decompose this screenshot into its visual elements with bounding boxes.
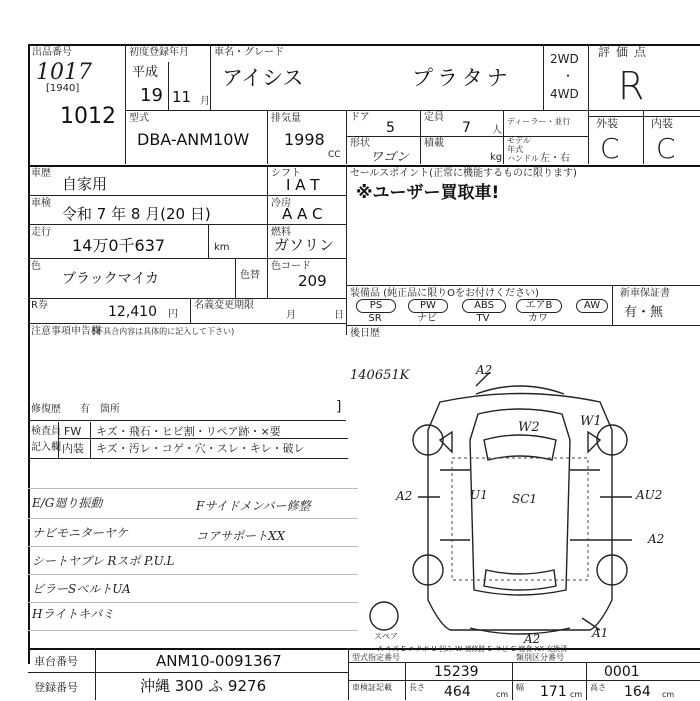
option-airbag: エアB bbox=[516, 299, 562, 313]
door-value: 5 bbox=[386, 120, 395, 136]
repair-suffix: 箇所 bbox=[100, 404, 120, 415]
car-name: アイシス bbox=[222, 66, 304, 90]
car-grade: プラタナ bbox=[412, 66, 512, 90]
recycle-label: R券 bbox=[31, 300, 48, 311]
inspector-label: 検査員 bbox=[31, 426, 61, 437]
height-value: 164 bbox=[624, 684, 651, 700]
cert-label: 車検証記載 bbox=[352, 683, 392, 692]
length-unit: cm bbox=[496, 690, 509, 699]
mark-sc1: SC1 bbox=[512, 492, 538, 506]
dealer-label: ディーラー・並行 bbox=[507, 117, 571, 126]
displacement-label: 排気量 bbox=[271, 113, 301, 124]
cooling-value: A A C bbox=[282, 205, 323, 223]
score-value: R bbox=[618, 64, 645, 108]
reg-year-label: 初度登録年月 bbox=[129, 47, 189, 58]
sales-point-text: ※ユーザー買取車! bbox=[356, 183, 500, 203]
drive-2wd: 2WD bbox=[550, 52, 579, 66]
option-leather: カワ bbox=[528, 313, 548, 324]
load-label: 積載 bbox=[424, 138, 444, 149]
history-value: 自家用 bbox=[62, 175, 108, 193]
mileage-label: 走行 bbox=[31, 227, 51, 238]
title-day: 日 bbox=[334, 310, 344, 321]
note-pillar-belt: ピラーSベルトUA bbox=[32, 582, 131, 596]
color-label: 色 bbox=[31, 261, 41, 272]
spare-label: スペア bbox=[374, 632, 398, 641]
equipment-label: 装備品 (純正品に限りOをお付けください) bbox=[350, 288, 539, 299]
plate-value: 沖縄 300 ふ 9276 bbox=[140, 677, 267, 695]
diagram-legend: A-キズ E-エクボ U-凹み W-補修跡 S-サビ C-腐食 XX-交換済 bbox=[378, 645, 568, 653]
option-navi: ナビ bbox=[417, 313, 437, 324]
interior-entry-label: 内装 bbox=[62, 442, 84, 455]
class-label: 類別区分番号 bbox=[516, 653, 564, 662]
height-label: 高さ bbox=[590, 683, 606, 692]
exterior-grade: C bbox=[600, 132, 620, 165]
drive-4wd: 4WD bbox=[550, 87, 579, 101]
fuel-label: 燃料 bbox=[271, 227, 291, 238]
capacity-value: 7 bbox=[462, 120, 471, 136]
mark-a1: A1 bbox=[592, 626, 609, 640]
new-warranty-label: 新車保証書 bbox=[620, 288, 670, 299]
option-aw: AW bbox=[576, 299, 608, 313]
entry-label: 記入欄 bbox=[31, 442, 61, 453]
inspection-label: 車検 bbox=[31, 198, 51, 209]
lot-number: 1012 bbox=[60, 104, 116, 129]
interior-label: 内装 bbox=[651, 117, 673, 130]
caution-label: 注意事項申告欄 bbox=[31, 326, 101, 337]
interior-items: キズ・汚レ・コゲ・穴・スレ・キレ・破レ bbox=[96, 442, 305, 455]
note-seat-tear: シートヤブレ Rスポ P.U.L bbox=[32, 554, 175, 568]
option-tv: TV bbox=[476, 313, 490, 324]
kg-unit: kg bbox=[490, 152, 503, 163]
door-label: ドア bbox=[350, 112, 370, 123]
score-label: 評価点 bbox=[598, 45, 653, 59]
repair-label: 修復歴 bbox=[31, 404, 61, 415]
back-history-label: 後日歴 bbox=[350, 328, 380, 339]
repair-bracket: ] bbox=[336, 399, 342, 415]
diagram-code: 140651K bbox=[350, 368, 410, 383]
color-value: ブラックマイカ bbox=[62, 271, 160, 287]
capacity-label: 定員 bbox=[424, 112, 444, 123]
cc-unit: CC bbox=[328, 150, 341, 160]
cooling-label: 冷房 bbox=[271, 198, 291, 209]
exterior-label: 外装 bbox=[596, 117, 618, 130]
lot-sub: [1940] bbox=[46, 83, 80, 94]
lot-handwritten: 1017 bbox=[36, 60, 92, 85]
repair-value: 有 bbox=[80, 404, 90, 415]
capacity-unit: 人 bbox=[492, 125, 502, 136]
color-code-value: 209 bbox=[298, 272, 327, 290]
era: 平成 bbox=[132, 65, 159, 80]
model-value: DBA-ANM10W bbox=[137, 130, 250, 149]
option-abs: ABS bbox=[462, 299, 506, 313]
option-pw: PW bbox=[408, 299, 448, 313]
chassis-value: ANM10-0091367 bbox=[156, 652, 282, 670]
interior-grade: C bbox=[656, 132, 676, 165]
month-unit: 月 bbox=[200, 96, 210, 107]
plate-label: 登録番号 bbox=[34, 681, 78, 694]
shift-value: I A T bbox=[286, 176, 320, 194]
mark-front-a2: A2 bbox=[476, 363, 493, 377]
reg-month: 11 bbox=[172, 88, 192, 106]
reg-year: 19 bbox=[140, 85, 163, 106]
caution-sub: (不具合内容は具体的に記入して下さい) bbox=[92, 327, 235, 336]
fw-items: キズ・飛石・ヒビ割・リペア跡・×要 bbox=[96, 425, 281, 438]
note-side-member: Fサイドメンバー修整 bbox=[196, 499, 311, 513]
note-engine-vibration: E/G廻り振動 bbox=[32, 496, 103, 510]
mark-right-a2: A2 bbox=[648, 532, 665, 546]
width-unit: cm bbox=[570, 690, 583, 699]
note-core-support: コアサポートXX bbox=[196, 529, 286, 543]
lot-label: 出品番号 bbox=[32, 47, 72, 58]
mark-au2: AU2 bbox=[636, 488, 663, 502]
model-year-label: モデル年式 bbox=[507, 136, 531, 154]
color-change-label: 色替 bbox=[240, 270, 260, 281]
recycle-unit: 円 bbox=[168, 309, 178, 320]
fuel-value: ガソリン bbox=[274, 236, 335, 254]
title-month: 月 bbox=[286, 310, 296, 321]
model-label: 型式 bbox=[129, 113, 149, 124]
width-label: 幅 bbox=[516, 683, 524, 692]
spare-wheel bbox=[370, 602, 398, 630]
handle-label: ハンドル bbox=[507, 154, 539, 163]
km-unit: km bbox=[214, 242, 230, 253]
shift-label: シフト bbox=[271, 168, 301, 179]
windshield bbox=[484, 435, 556, 460]
drive-dot: ・ bbox=[562, 69, 575, 83]
length-value: 464 bbox=[444, 684, 471, 700]
length-label: 長さ bbox=[409, 683, 425, 692]
inspection-value: 令和 7 年 8 月(20 日) bbox=[62, 205, 211, 223]
rear-bumper bbox=[470, 628, 570, 634]
mark-w2: W2 bbox=[518, 420, 540, 435]
option-ps: PS bbox=[356, 299, 396, 313]
recycle-value: 12,410 bbox=[108, 304, 157, 320]
name-label: 車名・グレード bbox=[214, 47, 284, 58]
title-expiry-label: 名義変更期限 bbox=[194, 300, 254, 311]
option-sr: SR bbox=[368, 313, 382, 324]
color-code-label: 色コード bbox=[271, 261, 311, 272]
handle-value: 左・右 bbox=[540, 153, 570, 164]
type-designation-value: 15239 bbox=[434, 664, 479, 680]
mark-w1: W1 bbox=[580, 414, 602, 429]
sales-point-label: セールスポイント(正常に機能するものに限ります) bbox=[350, 168, 577, 179]
shape-value: ワゴン bbox=[370, 150, 410, 165]
chassis-label: 車台番号 bbox=[34, 655, 78, 668]
width-value: 171 bbox=[540, 684, 567, 700]
type-designation-label: 型式指定番号 bbox=[352, 653, 400, 662]
class-value: 0001 bbox=[604, 664, 640, 680]
warranty-value: 有・無 bbox=[624, 305, 664, 320]
displacement-value: 1998 bbox=[284, 130, 325, 149]
history-label: 車歴 bbox=[31, 168, 51, 179]
mark-rear-a2: A2 bbox=[524, 632, 541, 646]
shape-label: 形状 bbox=[350, 138, 370, 149]
mark-u1: U1 bbox=[470, 488, 488, 502]
mileage-value: 14万0千637 bbox=[72, 236, 166, 255]
height-unit: cm bbox=[662, 690, 675, 699]
note-navi-monitor: ナビモニターヤケ bbox=[32, 526, 129, 540]
fw-label: FW bbox=[64, 425, 82, 438]
note-headlight: Hライトキバミ bbox=[32, 607, 115, 621]
mark-left-a2: A2 bbox=[396, 489, 413, 503]
